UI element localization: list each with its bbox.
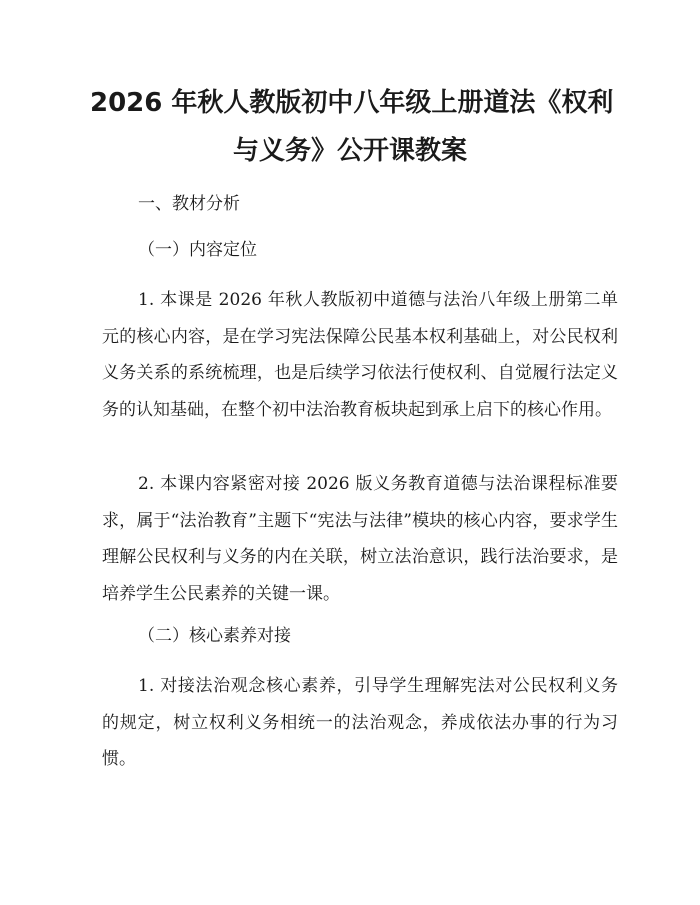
paragraph-content-positioning-2: 2. 本课内容紧密对接 2026 版义务教育道德与法治课程标准要求，属于“法治教育”主题下“宪法与法律”模块的核心内容，要求学生理解公民权利与义务的内在关联，树立法治意识，践行法治要求，是培养学生公民素养的关键一课。 <box>102 474 618 604</box>
subsection-heading-content-positioning: （一）内容定位 <box>138 240 257 260</box>
section-heading-textbook-analysis: 一、教材分析 <box>138 194 240 214</box>
paragraph-core-literacy-1: 1. 对接法治观念核心素养，引导学生理解宪法对公民权利义务的规定，树立权利义务相统一的法治观念，养成依法办事的行为习惯。 <box>102 676 618 769</box>
paragraph-content-positioning-1: 1. 本课是 2026 年秋人教版初中道德与法治八年级上册第二单元的核心内容，是在学习宪法保障公民基本权利基础上，对公民权利义务关系的系统梳理，也是后续学习依法行使权利、自觉履行法定义务的认知基础，在整个初中法治教育板块起到承上启下的核心作用。 <box>102 290 618 420</box>
subsection-heading-core-literacy: （二）核心素养对接 <box>138 626 291 646</box>
document-title-line-1: 2026 年秋人教版初中八年级上册道法《权利 <box>90 88 614 118</box>
document-title-line-2: 与义务》公开课教案 <box>232 136 467 166</box>
